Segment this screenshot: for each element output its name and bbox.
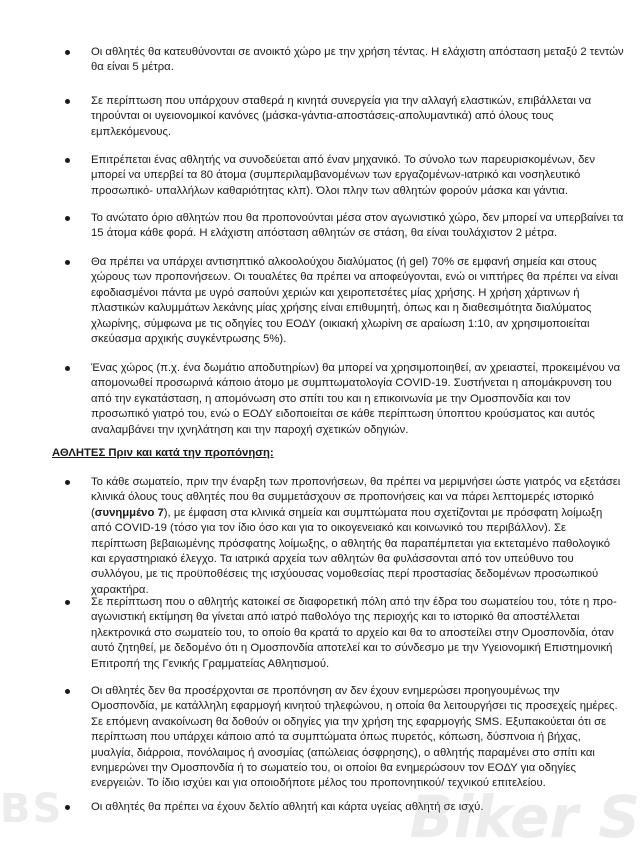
bullet <box>65 216 70 221</box>
list-item-text: Σε περίπτωση που ο αθλητής κατοικεί σε διαφορετική πόλη από την έδρα του σωματείου του, τότε η προ-αγωνιστική εκτίμηση θα γίνεται από ιατρό παθολόγο της περιοχής και το ιστορικό θα αποστέλλεται ηλεκτρονικά στο σωματείο του, το οποίο θα κρατά το αρχείο και θα το αποστείλει στην Ομοσπονδία, όταν αυτό ζητηθεί, με δεδομένο ότι η Ομοσπονδία αποτελεί και το σύνδεσμο με την Υγειονομική Επιστημονική Επιτροπή της Γενικής Γραμματείας Αθλητισμού. <box>91 596 617 670</box>
bullet <box>65 805 70 810</box>
bullet <box>65 158 70 163</box>
list-item-text: Οι αθλητές δεν θα προσέρχονται σε προπόνηση αν δεν έχουν ενημερώσει προηγουμένως την Ομοσπονδία, με κατάλληλη εφαρμογή κινητού τηλεφώνου, η οποία θα λειτουργήσει τις προσεχείς ημέρες. Σε επόμενη ανακοίνωση θα δοθούν οι οδηγίες για την χρήση της εφαρμογής SMS. Εξυπακούεται ότι σε περίπτωση που υπάρχει κάποιο από τα συμπτώματα όπως πυρετός, κόπωση, δύσπνοια ή βήχας, μυαλγία, διάρροια, πονόλαιμος ή ανοσμίας (απώλειας όσφρησης), ο αθλητής παραμένει στο σπίτι και ενημερώνει την Ομοσπονδία ή το σωματείο του, οι οποίοι θα ενημερώσουν τον ΕΟΔΥ για οδηγίες ενεργειών. Το ίδιο ισχύει και για οποιοδήποτε μέλος του προπονητικού/ τεχνικού επιτελείου. <box>91 685 618 790</box>
bullet <box>65 480 70 485</box>
bullet <box>65 50 70 55</box>
list-item-text: Θα πρέπει να υπάρχει αντισηπτικό αλκοολούχου διαλύματος (ή gel) 70% σε εμφανή σημεία και στους χώρους των προπονήσεων. Οι τουαλέτες θα πρέπει να αποφεύγονται, ενώ οι νιπτήρες θα πρέπει να είναι εφοδιασμένοι πάντα με υγρό σαπούνι χεριών και χειροπετσέτες μίας χρήσης. Η χρήση χάρτινων ή πλαστικών καλυμμάτων λεκάνης μίας χρήσης είναι επιθυμητή, όπως και η διαθεσιμότητα διαλύματος χλωρίνης, σύμφωνα με τις οδηγίες του ΕΟΔΥ (οικιακή χλωρίνη σε αραίωση 1:10, αν χρησιμοποιείται σκεύασμα αρχικής συγκέντρωσης 5%). <box>91 256 619 346</box>
text-part: ), με έμφαση στα κλινικά σημεία και συμπτώματα που σχετίζονται με πρόσφατη λοίμωξη από COVID-19 (τόσο για τον ίδιο όσο και για το οικογενειακό και κοινωνικό του περιβάλλον). Σε περίπτωση βεβαιωμένης πρόσφατης λοίμωξης, ο αθλητής θα παραπέμπεται για εκτεταμένο παθολογικό και εργαστηριακό έλεγχο. Τα ιατρικά αρχεία των αθλητών θα φυλάσσονται από τον υπεύθυνο του συλλόγου, με τις προϋποθέσεις της ισχύουσας νομοθεσίας περί προστασίας δεδομένων προσωπικού χαρακτήρα. <box>91 506 611 596</box>
section-heading: ΑΘΛΗΤΕΣ Πριν και κατά την προπόνηση: <box>52 447 274 459</box>
bullet <box>65 689 70 694</box>
list-item-text: Οι αθλητές θα πρέπει να έχουν δελτίο αθλητή και κάρτα υγείας αθλητή σε ισχύ. <box>91 801 484 813</box>
list-item-text: Επιτρέπεται ένας αθλητής να συνοδεύεται από έναν μηχανικό. Το σύνολο των παρευρισκομένων, δεν μπορεί να υπερβεί τα 80 άτομα (συμπεριλαμβανομένων των εργαζομένων-ιατρικό και νοσηλευτικό προσωπικό- υπαλλήλων καθαριότητας κλπ). Όλοι πλην των αθλητών φορούν μάσκα και γάντια. <box>91 154 596 197</box>
watermark-right: Biker S <box>409 782 640 851</box>
attachment-reference: συνημμένο 7 <box>94 506 164 519</box>
bullet <box>65 600 70 605</box>
bullet <box>65 366 70 371</box>
bullet <box>65 260 70 265</box>
list-item-text <box>91 475 625 598</box>
list-item-text: Οι αθλητές θα κατευθύνονται σε ανοικτό χώρο με την χρήση τέντας. Η ελάχιστη απόσταση μεταξύ 2 τεντών θα είναι 5 μέτρα. <box>91 46 624 74</box>
list-item-text: Το ανώτατο όριο αθλητών που θα προπονούνται μέσα στον αγωνιστικό χώρο, δεν μπορεί να υπερβαίνει τα 15 άτομα κάθε φορά. Η ελάχιστη απόσταση αθλητών σε στάση, θα είναι τουλάχιστον 2 μέτρα. <box>91 212 624 240</box>
bullet <box>65 99 70 104</box>
text-part: Το κάθε σωματείο, πριν την έναρξη των προπονήσεων, θα πρέπει να μεριμνήσει ώστε γιατρός να εξετάσει κλινικά όλους τους αθλητές που θα συμμετάσχουν σε προπονήσεις και να πάρει λεπτομερές ιστορικό ( <box>91 476 621 519</box>
list-item-text: Σε περίπτωση που υπάρχουν σταθερά η κινητά συνεργεία για την αλλαγή ελαστικών, επιβάλλεται να τηρούνται οι υγειονομικοί κανόνες (μάσκα-γάντια-αποστάσεις-απολυμαντικά) από όλους τους εμπλεκόμενους. <box>91 95 592 138</box>
list-item-text: Ένας χώρος (π.χ. ένα δωμάτιο αποδυτηρίων) θα μπορεί να χρησιμοποιηθεί, αν χρειαστεί, προκειμένου να απομονωθεί προσωρινά κάποιο άτομο με συμπτωματολογία COVID-19. Συστήνεται η απομάκρυνση του από την εγκατάσταση, η απομόνωση στο σπίτι του και η επικοινωνία με την Ομοσπονδία και τον προσωπικό γιατρό του, ενώ ο ΕΟΔΥ ειδοποιείται σε κάθε περίπτωση ύποπτου κρούσματος και αυτός αναλαμβάνει την ιχνηλάτηση και την παροχή σχετικών οδηγιών. <box>91 362 621 436</box>
watermark-left: BS <box>0 785 64 832</box>
